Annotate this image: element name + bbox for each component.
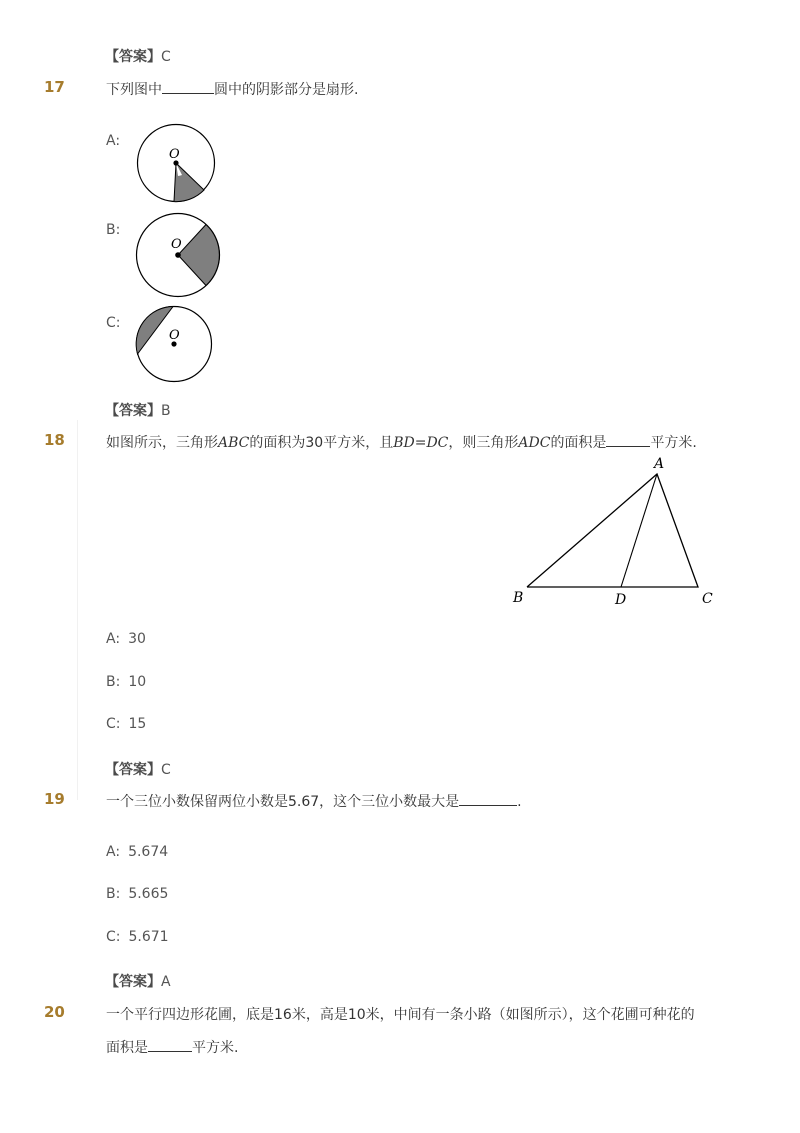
option-a	[106, 844, 168, 860]
answer-18	[105, 759, 171, 779]
option-a-label: A:	[106, 133, 121, 149]
question-text-part: 如图所示，三角形	[106, 435, 218, 451]
option-c-label: C:	[106, 315, 121, 331]
question-text-20-line1: 一个平行四边形花圃，底是16米，高是10米，中间有一条小路（如图所示），这个花圃可种花的	[106, 1007, 695, 1023]
question-text-part: 的面积是	[550, 435, 607, 451]
question-number-19: 19	[44, 790, 65, 808]
question-number-17: 17	[44, 78, 65, 96]
option-value: 5.674	[128, 844, 169, 860]
question-text-part: 平方米.	[192, 1040, 239, 1056]
triangle-figure	[505, 452, 725, 612]
question-text-17	[106, 79, 358, 99]
answer-label: 【答案】	[105, 403, 161, 419]
question-text-part: ，则三角形	[448, 435, 519, 451]
option-label: A:	[106, 631, 121, 647]
segment-name: BD	[393, 435, 415, 451]
answer-blank	[459, 793, 517, 806]
option-label: C:	[106, 716, 121, 732]
answer-value: A	[161, 974, 171, 990]
answer-value: C	[161, 762, 171, 778]
triangle-name: ABC	[218, 435, 250, 451]
answer-label: 【答案】	[105, 974, 161, 990]
answer-16	[105, 46, 171, 66]
center-point	[175, 252, 181, 258]
question-text-19	[106, 791, 522, 811]
question-number-18: 18	[44, 431, 65, 449]
answer-17	[105, 400, 171, 420]
segment-ad	[621, 474, 657, 587]
question-text-18	[106, 432, 697, 452]
option-b	[106, 674, 146, 690]
answer-blank	[148, 1039, 192, 1052]
question-number-20: 20	[44, 1003, 65, 1021]
answer-label: 【答案】	[105, 49, 161, 65]
option-b-label: B:	[106, 222, 121, 238]
circle-figure-b	[133, 210, 223, 300]
vertex-c-label: C	[702, 591, 713, 607]
question-text-part: 的面积为30平方米，且	[249, 435, 394, 451]
option-label: A:	[106, 844, 121, 860]
option-value: 10	[128, 674, 147, 690]
vertex-b-label: B	[513, 590, 524, 606]
equals-sign: =	[414, 435, 427, 451]
option-c	[106, 716, 146, 732]
option-label: B:	[106, 674, 121, 690]
option-value: 30	[128, 631, 146, 647]
center-label: O	[169, 147, 180, 162]
option-value: 5.665	[128, 886, 169, 902]
circle-figure-c	[134, 304, 216, 386]
center-label: O	[169, 328, 180, 343]
question-text-part: 面积是	[106, 1040, 148, 1056]
left-guide-line	[77, 420, 78, 800]
question-text-20-line2	[106, 1037, 238, 1057]
option-value: 5.671	[128, 929, 169, 945]
center-label: O	[171, 237, 182, 252]
answer-blank	[162, 81, 214, 94]
option-c	[106, 929, 169, 945]
circle-figure-a	[134, 121, 218, 205]
option-label: C:	[106, 929, 121, 945]
question-text-part: 平方米.	[650, 435, 697, 451]
option-value: 15	[128, 716, 147, 732]
answer-value: C	[161, 49, 171, 65]
question-text-part: 下列图中	[106, 82, 162, 98]
question-text-part: 一个三位小数保留两位小数是5.67，这个三位小数最大是	[106, 794, 460, 810]
triangle-name: ADC	[518, 435, 551, 451]
question-text-part: .	[517, 794, 522, 810]
answer-value: B	[161, 403, 171, 419]
answer-19	[105, 971, 171, 991]
triangle-abc	[527, 474, 698, 587]
option-label: B:	[106, 886, 121, 902]
option-a	[106, 631, 146, 647]
answer-label: 【答案】	[105, 762, 161, 778]
answer-blank	[606, 434, 650, 447]
vertex-a-label: A	[654, 456, 665, 472]
segment-name: DC	[426, 435, 449, 451]
option-b	[106, 886, 168, 902]
question-text-part: 圆中的阴影部分是扇形.	[214, 82, 359, 98]
vertex-d-label: D	[615, 592, 627, 608]
